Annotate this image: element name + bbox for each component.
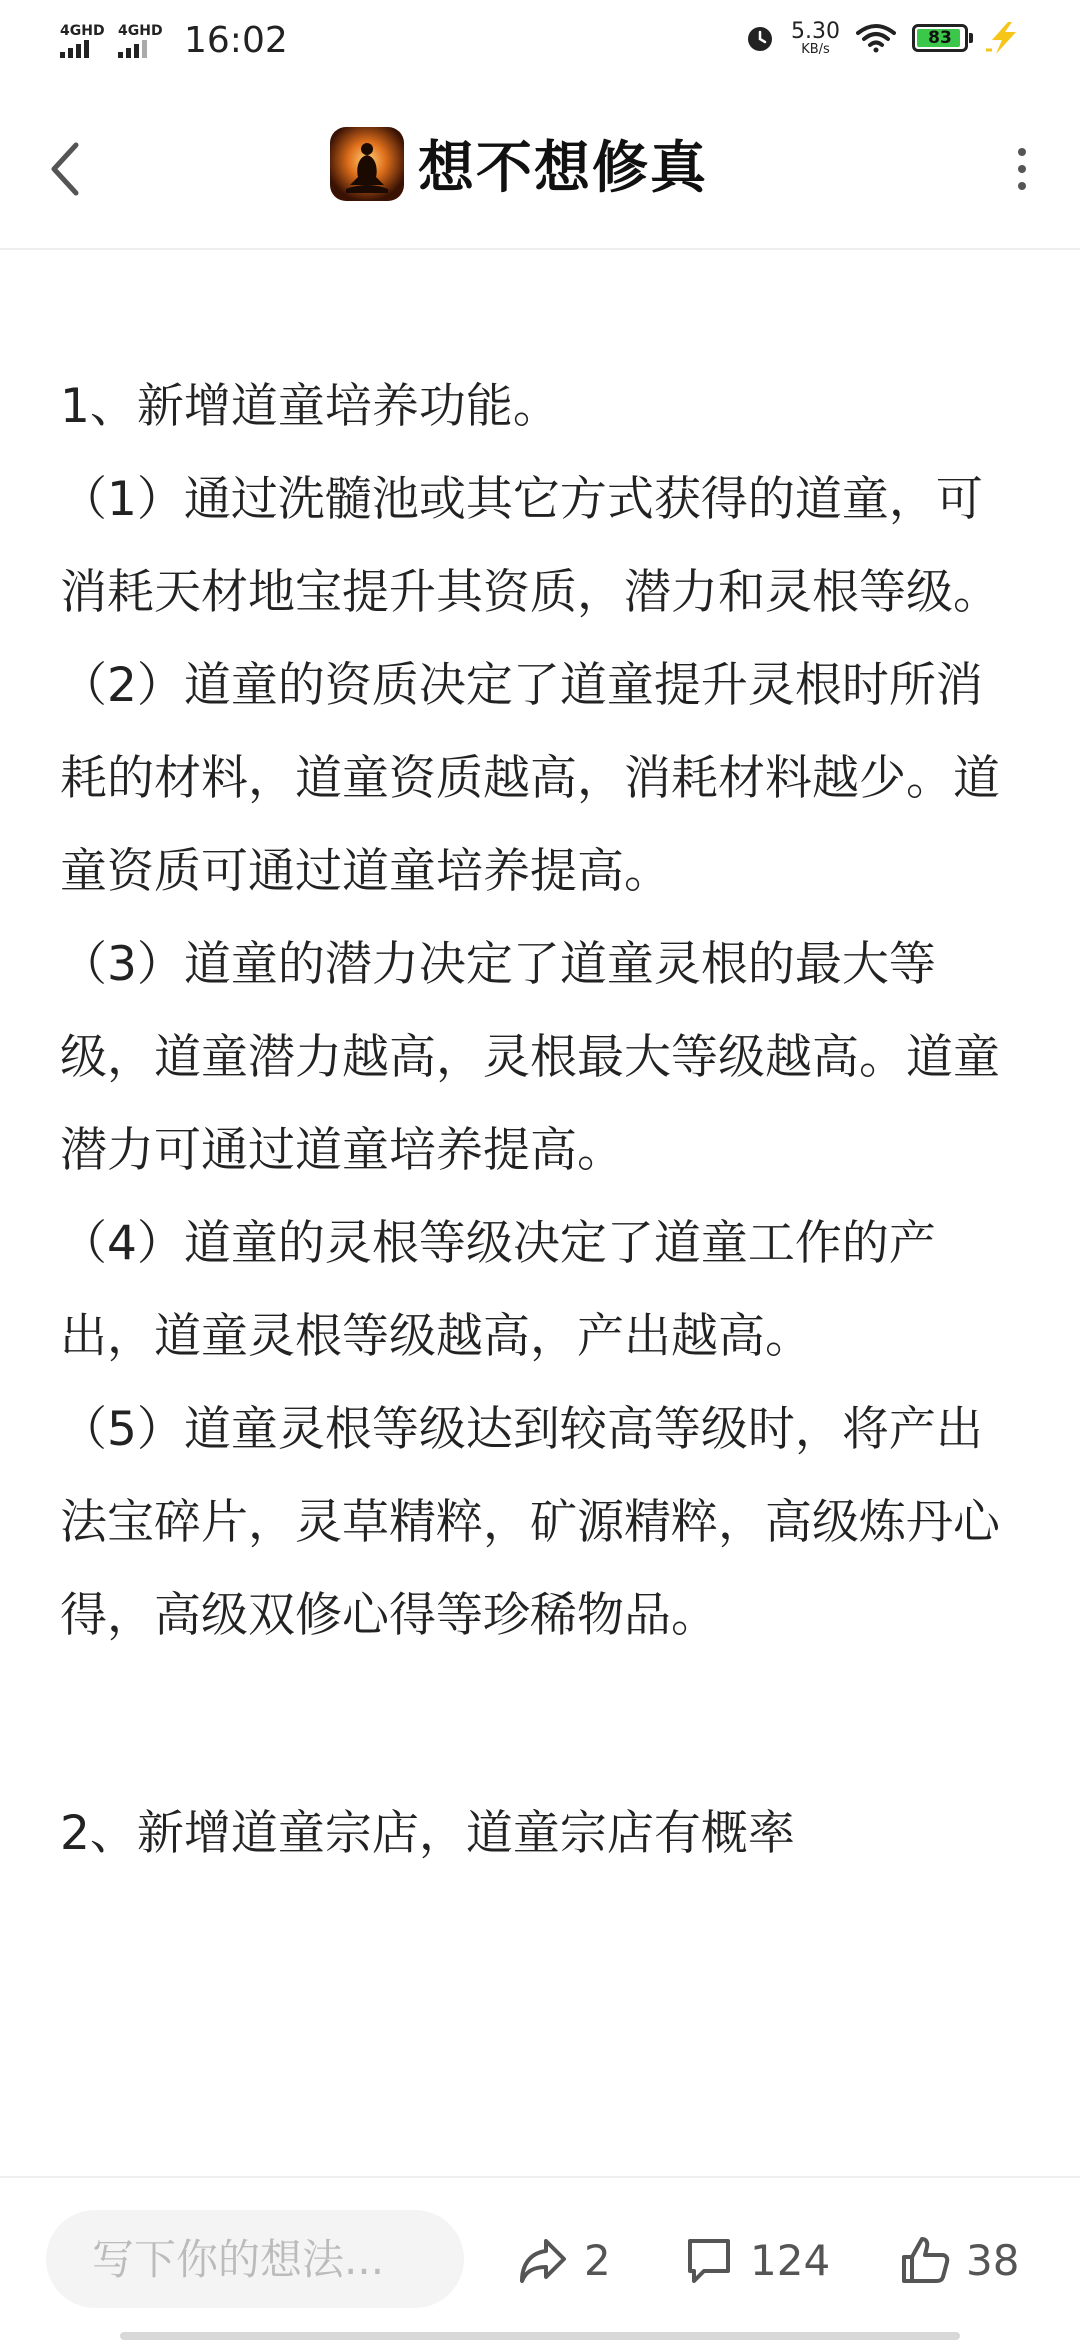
charging-bolt-icon xyxy=(984,20,1022,56)
battery-icon xyxy=(912,24,968,52)
article-paragraph: 1、新增道童培养功能。 xyxy=(60,379,560,434)
status-bar xyxy=(0,0,1080,84)
signal-indicator-2 xyxy=(118,24,166,58)
article-paragraph: （5）道童灵根等级达到较高等级时，将产出法宝碎片，灵草精粹，矿源精粹，高级炼丹心得，高级双修心得等珍稀物品。 xyxy=(60,1402,1000,1643)
like-count: 38 xyxy=(966,2235,1020,2285)
bottom-action-bar xyxy=(0,2176,1080,2340)
back-button[interactable] xyxy=(40,134,90,204)
page-title-group xyxy=(330,124,708,204)
comment-input[interactable] xyxy=(46,2210,464,2308)
share-icon xyxy=(516,2233,570,2287)
article-paragraph: （2）道童的资质决定了道童提升灵根时所消耗的材料，道童资质越高，消耗材料越少。道童资质可通过道童培养提高。 xyxy=(60,658,1000,899)
share-button[interactable] xyxy=(516,2220,611,2300)
app-icon xyxy=(330,127,404,201)
signal-bars-icon xyxy=(118,40,147,58)
article-paragraph: （3）道童的潜力决定了道童灵根的最大等级，道童潜力越高，灵根最大等级越高。道童潜力可通过道童培养提高。 xyxy=(60,937,1000,1178)
alarm-icon xyxy=(745,23,775,53)
back-arrow-icon xyxy=(48,141,82,197)
like-button[interactable] xyxy=(898,2220,1019,2300)
home-indicator[interactable] xyxy=(120,2332,960,2340)
network-speed-unit: KB/s xyxy=(801,41,830,57)
article-paragraph: （4）道童的灵根等级决定了道童工作的产出，道童灵根等级越高，产出越高。 xyxy=(60,1216,936,1364)
top-navigation-bar xyxy=(0,84,1080,250)
battery-level: 83 xyxy=(928,28,952,48)
wifi-icon xyxy=(856,23,896,53)
clock: 16:02 xyxy=(184,20,288,61)
comment-count: 124 xyxy=(750,2235,831,2285)
more-options-button[interactable] xyxy=(1002,144,1042,194)
share-count: 2 xyxy=(584,2235,611,2285)
article-paragraph: （1）通过洗髓池或其它方式获得的道童，可消耗天材地宝提升其资质，潜力和灵根等级。 xyxy=(60,472,1000,620)
network-type-label: 4GHD xyxy=(118,22,163,39)
network-speed xyxy=(791,18,840,57)
comment-icon xyxy=(682,2233,736,2287)
network-speed-value: 5.30 xyxy=(791,18,840,44)
article-body xyxy=(60,360,1020,1880)
page-title: 想不想修真 xyxy=(418,136,708,201)
article-paragraph-partial: 2、新增道童宗店，道童宗店有概率 xyxy=(60,1806,795,1861)
status-bar-right xyxy=(745,20,1022,56)
thumbs-up-icon xyxy=(898,2233,952,2287)
signal-bars-icon xyxy=(60,40,89,58)
status-bar-left xyxy=(60,20,288,61)
signal-indicator-1 xyxy=(60,24,108,58)
more-options-icon xyxy=(1018,148,1026,156)
comments-button[interactable] xyxy=(682,2220,830,2300)
network-type-label: 4GHD xyxy=(60,22,105,39)
